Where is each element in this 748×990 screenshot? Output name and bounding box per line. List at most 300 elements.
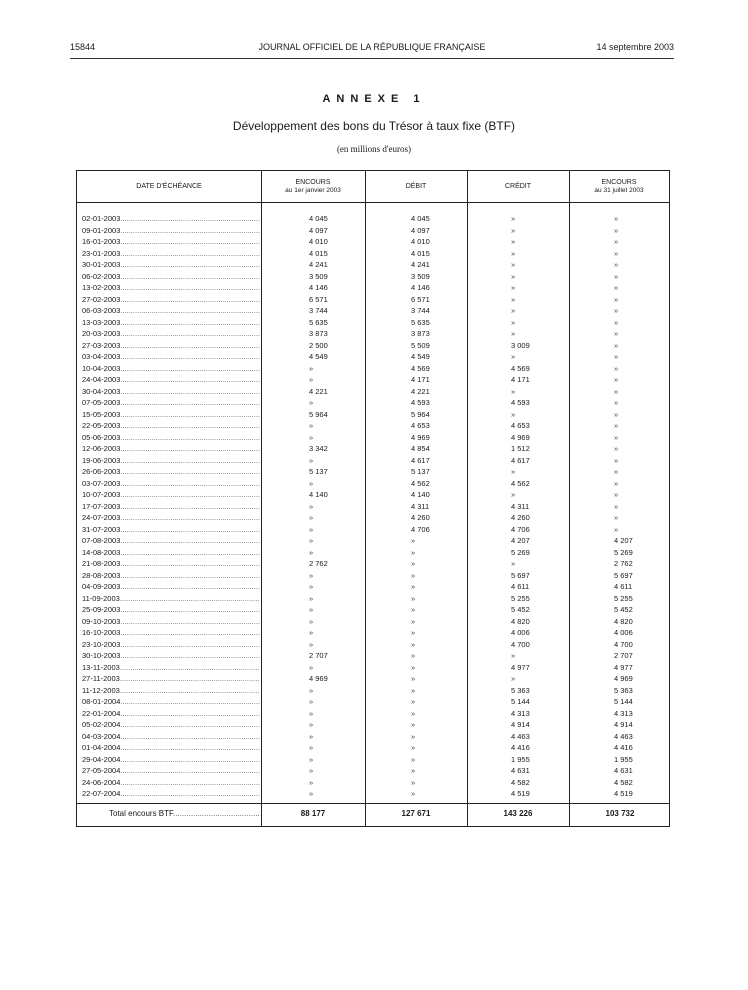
row-encours-start: 4 221: [309, 386, 328, 396]
table-row: [77, 248, 669, 260]
total-row: [77, 803, 669, 825]
row-date: 07-08-2003 .....: [82, 535, 260, 547]
table-row: [77, 225, 669, 237]
row-encours-end: 4 463: [614, 731, 633, 741]
table-row: [77, 455, 669, 467]
row-encours-start: »: [309, 375, 314, 384]
row-credit: 4 700: [511, 639, 530, 649]
row-debit: »: [411, 708, 416, 718]
row-date: 24-06-2004 .....: [82, 777, 260, 789]
table-row: [77, 501, 669, 513]
row-encours-end: 4 700: [614, 639, 633, 649]
table-row: [77, 616, 669, 628]
row-date: 16-10-2003 .....: [82, 627, 260, 639]
table-row: [77, 317, 669, 329]
row-credit: »: [511, 271, 516, 281]
table-row: [77, 259, 669, 271]
table-row: [77, 708, 669, 720]
publication-date: 14 septembre 2003: [596, 42, 674, 52]
row-encours-end: 5 255: [614, 593, 633, 603]
row-date: 13-03-2003 .....: [82, 317, 260, 329]
row-encours-end: 4 611: [614, 582, 633, 591]
table-row: [77, 581, 669, 593]
row-credit: 4 562: [511, 478, 530, 488]
row-encours-end: 5 697: [614, 570, 633, 580]
total-encours-end: 103 732: [605, 809, 635, 818]
table-row: [77, 443, 669, 455]
row-encours-end: »: [614, 455, 619, 465]
row-date: 12-06-2003 .....: [82, 443, 260, 455]
row-credit: 5 255: [511, 593, 530, 603]
row-date: 17-07-2003 .....: [82, 501, 260, 513]
row-debit: »: [411, 720, 416, 729]
row-encours-end: »: [614, 271, 619, 281]
total-encours-start: 88 177: [300, 809, 326, 818]
row-date: 30-01-2003 .....: [82, 259, 260, 271]
row-debit: 4 653: [411, 421, 430, 430]
row-debit: 4 010: [411, 237, 430, 246]
row-date: 31-07-2003 .....: [82, 524, 260, 536]
row-encours-end: 4 006: [614, 628, 633, 637]
row-encours-start: »: [309, 593, 314, 603]
row-debit: 4 569: [411, 363, 430, 373]
table-row: [77, 363, 669, 375]
col-header-encours-end: [569, 171, 669, 202]
row-encours-end: »: [614, 237, 619, 246]
row-credit: 4 171: [511, 375, 530, 384]
row-credit: 4 977: [511, 662, 530, 672]
row-debit: 4 241: [411, 260, 430, 269]
table-row: [77, 271, 669, 283]
row-debit: 4 617: [411, 455, 430, 465]
row-credit: »: [511, 294, 516, 304]
row-date: 21-08-2003 .....: [82, 558, 260, 570]
row-encours-end: »: [614, 363, 619, 373]
row-debit: »: [411, 536, 416, 545]
row-encours-end: »: [614, 386, 619, 396]
row-encours-end: »: [614, 306, 619, 315]
row-date: 30-04-2003 .....: [82, 386, 260, 398]
page-number: 15844: [70, 42, 96, 52]
row-encours-end: »: [614, 283, 619, 292]
row-encours-start: »: [309, 570, 314, 580]
row-encours-start: 3 342: [309, 444, 328, 453]
row-credit: 4 569: [511, 363, 530, 373]
row-encours-end: »: [614, 225, 619, 235]
row-date: 11-09-2003 .....: [82, 593, 260, 605]
row-encours-start: »: [309, 432, 314, 442]
row-debit: 4 311: [411, 501, 430, 511]
row-credit: »: [511, 225, 516, 235]
row-encours-start: »: [309, 605, 314, 614]
table-row: [77, 420, 669, 432]
col-header-encours-end-sub: au 31 juillet 2003: [594, 186, 644, 194]
table-row: [77, 547, 669, 559]
row-credit: 4 311: [511, 501, 530, 511]
row-credit: 5 144: [511, 697, 530, 706]
row-date: 06-03-2003 .....: [82, 305, 260, 317]
row-date: 11-12-2003 .....: [82, 685, 260, 697]
table-row: [77, 409, 669, 421]
row-date: 27-02-2003 .....: [82, 294, 260, 306]
row-encours-start: »: [309, 628, 314, 637]
row-credit: »: [511, 386, 516, 396]
row-encours-end: 5 269: [614, 547, 633, 557]
row-credit: 4 653: [511, 421, 530, 430]
row-date: 24-04-2003 .....: [82, 374, 260, 386]
row-encours-start: »: [309, 455, 314, 465]
table-body: [77, 213, 669, 800]
row-encours-start: 4 045: [309, 214, 328, 223]
row-encours-end: »: [614, 294, 619, 304]
row-debit: 4 593: [411, 398, 430, 407]
row-credit: 1 512: [511, 444, 530, 453]
row-debit: 4 140: [411, 490, 430, 499]
row-debit: »: [411, 559, 416, 568]
row-encours-end: »: [614, 398, 619, 407]
row-encours-end: 2 762: [614, 559, 633, 568]
row-debit: »: [411, 616, 416, 626]
row-encours-start: »: [309, 766, 314, 775]
row-debit: 4 562: [411, 478, 430, 488]
row-debit: »: [411, 743, 416, 752]
row-date: 05-06-2003 .....: [82, 432, 260, 444]
row-encours-end: 4 977: [614, 662, 633, 672]
table-row: [77, 765, 669, 777]
row-encours-end: »: [614, 340, 619, 350]
row-credit: »: [511, 329, 516, 338]
row-debit: 4 171: [411, 375, 430, 384]
row-debit: 4 706: [411, 524, 430, 534]
row-encours-end: 4 416: [614, 743, 633, 752]
row-credit: 4 611: [511, 582, 530, 591]
row-credit: »: [511, 283, 516, 292]
row-credit: 4 593: [511, 398, 530, 407]
row-debit: »: [411, 570, 416, 580]
row-debit: 4 969: [411, 432, 430, 442]
row-credit: »: [511, 317, 516, 327]
row-encours-end: »: [614, 432, 619, 442]
table-row: [77, 478, 669, 490]
row-encours-start: 4 241: [309, 260, 328, 269]
row-debit: 4 854: [411, 444, 430, 453]
row-debit: »: [411, 547, 416, 557]
row-encours-end: »: [614, 513, 619, 522]
row-date: 01-04-2004 .....: [82, 742, 260, 754]
row-date: 05-02-2004 .....: [82, 719, 260, 731]
total-label: Total encours BTF .....: [109, 803, 259, 825]
row-encours-end: »: [614, 214, 619, 223]
row-credit: »: [511, 559, 516, 568]
row-date: 27-05-2004 .....: [82, 765, 260, 777]
table-row: [77, 639, 669, 651]
row-encours-start: »: [309, 513, 314, 522]
row-date: 09-10-2003 .....: [82, 616, 260, 628]
row-date: 06-02-2003 .....: [82, 271, 260, 283]
row-debit: 4 097: [411, 225, 430, 235]
row-encours-start: 4 010: [309, 237, 328, 246]
row-credit: »: [511, 248, 516, 258]
row-date: 03-07-2003 .....: [82, 478, 260, 490]
row-encours-end: 5 144: [614, 697, 633, 706]
row-encours-start: 4 549: [309, 352, 328, 361]
row-encours-end: 4 582: [614, 777, 633, 787]
table-row: [77, 236, 669, 248]
table-row: [77, 466, 669, 478]
table-row: [77, 305, 669, 317]
table-row: [77, 604, 669, 616]
row-encours-end: »: [614, 444, 619, 453]
row-encours-start: 2 762: [309, 559, 328, 568]
row-encours-start: 5 964: [309, 409, 328, 419]
row-date: 14-08-2003 .....: [82, 547, 260, 559]
row-date: 16-01-2003 .....: [82, 236, 260, 248]
row-debit: 4 221: [411, 386, 430, 396]
col-header-date-label: DATE D'ÉCHÉANCE: [136, 182, 202, 190]
journal-title: JOURNAL OFFICIEL DE LA RÉPUBLIQUE FRANÇAISE: [258, 42, 486, 52]
row-encours-start: »: [309, 685, 314, 695]
table-row: [77, 719, 669, 731]
row-date: 24-07-2003 .....: [82, 512, 260, 524]
row-encours-start: 4 097: [309, 225, 328, 235]
row-date: 09-01-2003 .....: [82, 225, 260, 237]
row-debit: 5 509: [411, 340, 430, 350]
row-date: 19-06-2003 .....: [82, 455, 260, 467]
row-encours-end: »: [614, 375, 619, 384]
page-header: [70, 42, 674, 56]
row-encours-start: »: [309, 697, 314, 706]
row-encours-end: »: [614, 329, 619, 338]
row-encours-end: »: [614, 260, 619, 269]
row-debit: 3 744: [411, 306, 430, 315]
row-credit: 4 706: [511, 524, 530, 534]
row-date: 29-04-2004 .....: [82, 754, 260, 766]
row-encours-end: 4 631: [614, 766, 633, 775]
row-encours-end: »: [614, 317, 619, 327]
row-encours-end: 2 707: [614, 651, 633, 660]
row-encours-start: »: [309, 731, 314, 741]
row-encours-start: »: [309, 754, 314, 764]
row-date: 04-03-2004 .....: [82, 731, 260, 743]
row-encours-start: 6 571: [309, 294, 328, 304]
row-debit: »: [411, 662, 416, 672]
table-row: [77, 386, 669, 398]
row-encours-end: 4 313: [614, 708, 633, 718]
row-credit: »: [511, 260, 516, 269]
row-debit: 4 146: [411, 283, 430, 292]
row-date: 04-09-2003 .....: [82, 581, 260, 593]
row-encours-start: 4 969: [309, 674, 328, 683]
table-row: [77, 328, 669, 340]
row-credit: 4 631: [511, 766, 530, 775]
row-debit: »: [411, 628, 416, 637]
row-date: 22-05-2003 .....: [82, 420, 260, 432]
table-row: [77, 754, 669, 766]
row-debit: 3 873: [411, 329, 430, 338]
row-date: 13-11-2003 .....: [82, 662, 260, 674]
row-credit: 4 207: [511, 536, 530, 545]
col-header-encours-start-sub: au 1er janvier 2003: [285, 186, 341, 194]
row-credit: 4 006: [511, 628, 530, 637]
row-date: 26-06-2003 .....: [82, 466, 260, 478]
row-debit: 6 571: [411, 294, 430, 304]
row-date: 25-09-2003 .....: [82, 604, 260, 616]
row-encours-start: »: [309, 398, 314, 407]
table-row: [77, 593, 669, 605]
row-date: 27-03-2003 .....: [82, 340, 260, 352]
row-encours-start: »: [309, 547, 314, 557]
row-debit: »: [411, 593, 416, 603]
table-row: [77, 374, 669, 386]
row-credit: 4 914: [511, 720, 530, 729]
row-encours-start: 4 146: [309, 283, 328, 292]
row-encours-end: 4 519: [614, 789, 633, 798]
row-credit: 4 313: [511, 708, 530, 718]
annexe-title: Développement des bons du Trésor à taux fixe (BTF): [232, 119, 516, 133]
row-credit: 4 617: [511, 455, 530, 465]
row-encours-start: »: [309, 789, 314, 798]
row-credit: »: [511, 237, 516, 246]
table-row: [77, 662, 669, 674]
row-debit: »: [411, 685, 416, 695]
row-credit: 4 416: [511, 743, 530, 752]
row-credit: 5 452: [511, 605, 530, 614]
row-date: 10-07-2003 .....: [82, 489, 260, 501]
row-encours-end: 1 955: [614, 754, 633, 764]
row-debit: »: [411, 766, 416, 775]
row-credit: »: [511, 214, 516, 223]
table-row: [77, 731, 669, 743]
row-credit: 4 820: [511, 616, 530, 626]
row-credit: 4 463: [511, 731, 530, 741]
row-credit: »: [511, 651, 516, 660]
annexe-label: ANNEXE 1: [322, 93, 426, 105]
row-debit: »: [411, 605, 416, 614]
row-credit: 4 260: [511, 513, 530, 522]
row-credit: 5 363: [511, 685, 530, 695]
col-header-encours-end-label: ENCOURS: [601, 178, 637, 186]
row-debit: 4 045: [411, 214, 430, 223]
row-debit: 5 964: [411, 409, 430, 419]
row-debit: »: [411, 754, 416, 764]
row-encours-start: »: [309, 720, 314, 729]
row-date: 10-04-2003 .....: [82, 363, 260, 375]
col-header-encours-start-label: ENCOURS: [295, 178, 331, 186]
row-credit: »: [511, 490, 516, 499]
row-encours-start: »: [309, 536, 314, 545]
row-date: 28-08-2003 .....: [82, 570, 260, 582]
table-row: [77, 696, 669, 708]
col-header-debit-label: DÉBIT: [405, 182, 427, 190]
table-row: [77, 489, 669, 501]
row-encours-start: »: [309, 524, 314, 534]
row-encours-start: 2 500: [309, 340, 328, 350]
row-credit: »: [511, 467, 516, 476]
table-row: [77, 788, 669, 800]
col-header-credit-label: CRÉDIT: [504, 182, 532, 190]
row-debit: »: [411, 697, 416, 706]
table-row: [77, 340, 669, 352]
row-debit: 4 015: [411, 248, 430, 258]
row-date: 27-11-2003 .....: [82, 673, 260, 685]
row-debit: »: [411, 789, 416, 798]
row-credit: »: [511, 409, 516, 419]
row-credit: 1 955: [511, 754, 530, 764]
table-row: [77, 524, 669, 536]
col-header-date: [77, 171, 261, 202]
table-row: [77, 570, 669, 582]
btf-table: [76, 170, 670, 827]
row-debit: »: [411, 777, 416, 787]
table-row: [77, 512, 669, 524]
row-encours-start: 3 873: [309, 329, 328, 338]
row-encours-end: »: [614, 467, 619, 476]
row-date: 20-03-2003 .....: [82, 328, 260, 340]
row-date: 22-01-2004 .....: [82, 708, 260, 720]
table-row: [77, 351, 669, 363]
row-credit: 4 582: [511, 777, 530, 787]
row-debit: 4 260: [411, 513, 430, 522]
row-encours-end: 4 969: [614, 674, 633, 683]
row-encours-start: »: [309, 363, 314, 373]
row-encours-start: »: [309, 616, 314, 626]
row-encours-start: 5 137: [309, 467, 328, 476]
unit-note: (en millions d'euros): [336, 144, 412, 154]
row-encours-end: »: [614, 501, 619, 511]
row-debit: 5 137: [411, 467, 430, 476]
row-encours-end: »: [614, 524, 619, 534]
row-encours-start: 4 015: [309, 248, 328, 258]
row-credit: 5 697: [511, 570, 530, 580]
table-row: [77, 397, 669, 409]
row-encours-start: 4 140: [309, 490, 328, 499]
table-row: [77, 673, 669, 685]
row-credit: »: [511, 674, 516, 683]
row-encours-start: »: [309, 501, 314, 511]
row-credit: »: [511, 352, 516, 361]
row-encours-start: »: [309, 639, 314, 649]
row-encours-end: 4 207: [614, 536, 633, 545]
row-encours-end: »: [614, 409, 619, 419]
col-header-debit: [365, 171, 467, 202]
row-credit: 3 009: [511, 340, 530, 350]
row-debit: »: [411, 639, 416, 649]
row-credit: 5 269: [511, 547, 530, 557]
row-debit: »: [411, 674, 416, 683]
row-encours-end: 5 452: [614, 605, 633, 614]
row-encours-end: »: [614, 248, 619, 258]
row-encours-start: 3 744: [309, 306, 328, 315]
row-encours-start: 5 635: [309, 317, 328, 327]
row-date: 23-01-2003 .....: [82, 248, 260, 260]
row-encours-start: »: [309, 662, 314, 672]
row-date: 30-10-2003 .....: [82, 650, 260, 662]
row-encours-start: »: [309, 478, 314, 488]
row-date: 23-10-2003 .....: [82, 639, 260, 651]
row-debit: 3 509: [411, 271, 430, 281]
col-header-encours-start: [261, 171, 365, 202]
row-debit: 4 549: [411, 352, 430, 361]
row-encours-end: »: [614, 490, 619, 499]
table-row: [77, 558, 669, 570]
row-debit: »: [411, 651, 416, 660]
row-debit: »: [411, 731, 416, 741]
row-encours-start: »: [309, 421, 314, 430]
row-credit: 4 519: [511, 789, 530, 798]
row-date: 22-07-2004 .....: [82, 788, 260, 800]
header-divider: [77, 202, 669, 203]
row-date: 08-01-2004 .....: [82, 696, 260, 708]
